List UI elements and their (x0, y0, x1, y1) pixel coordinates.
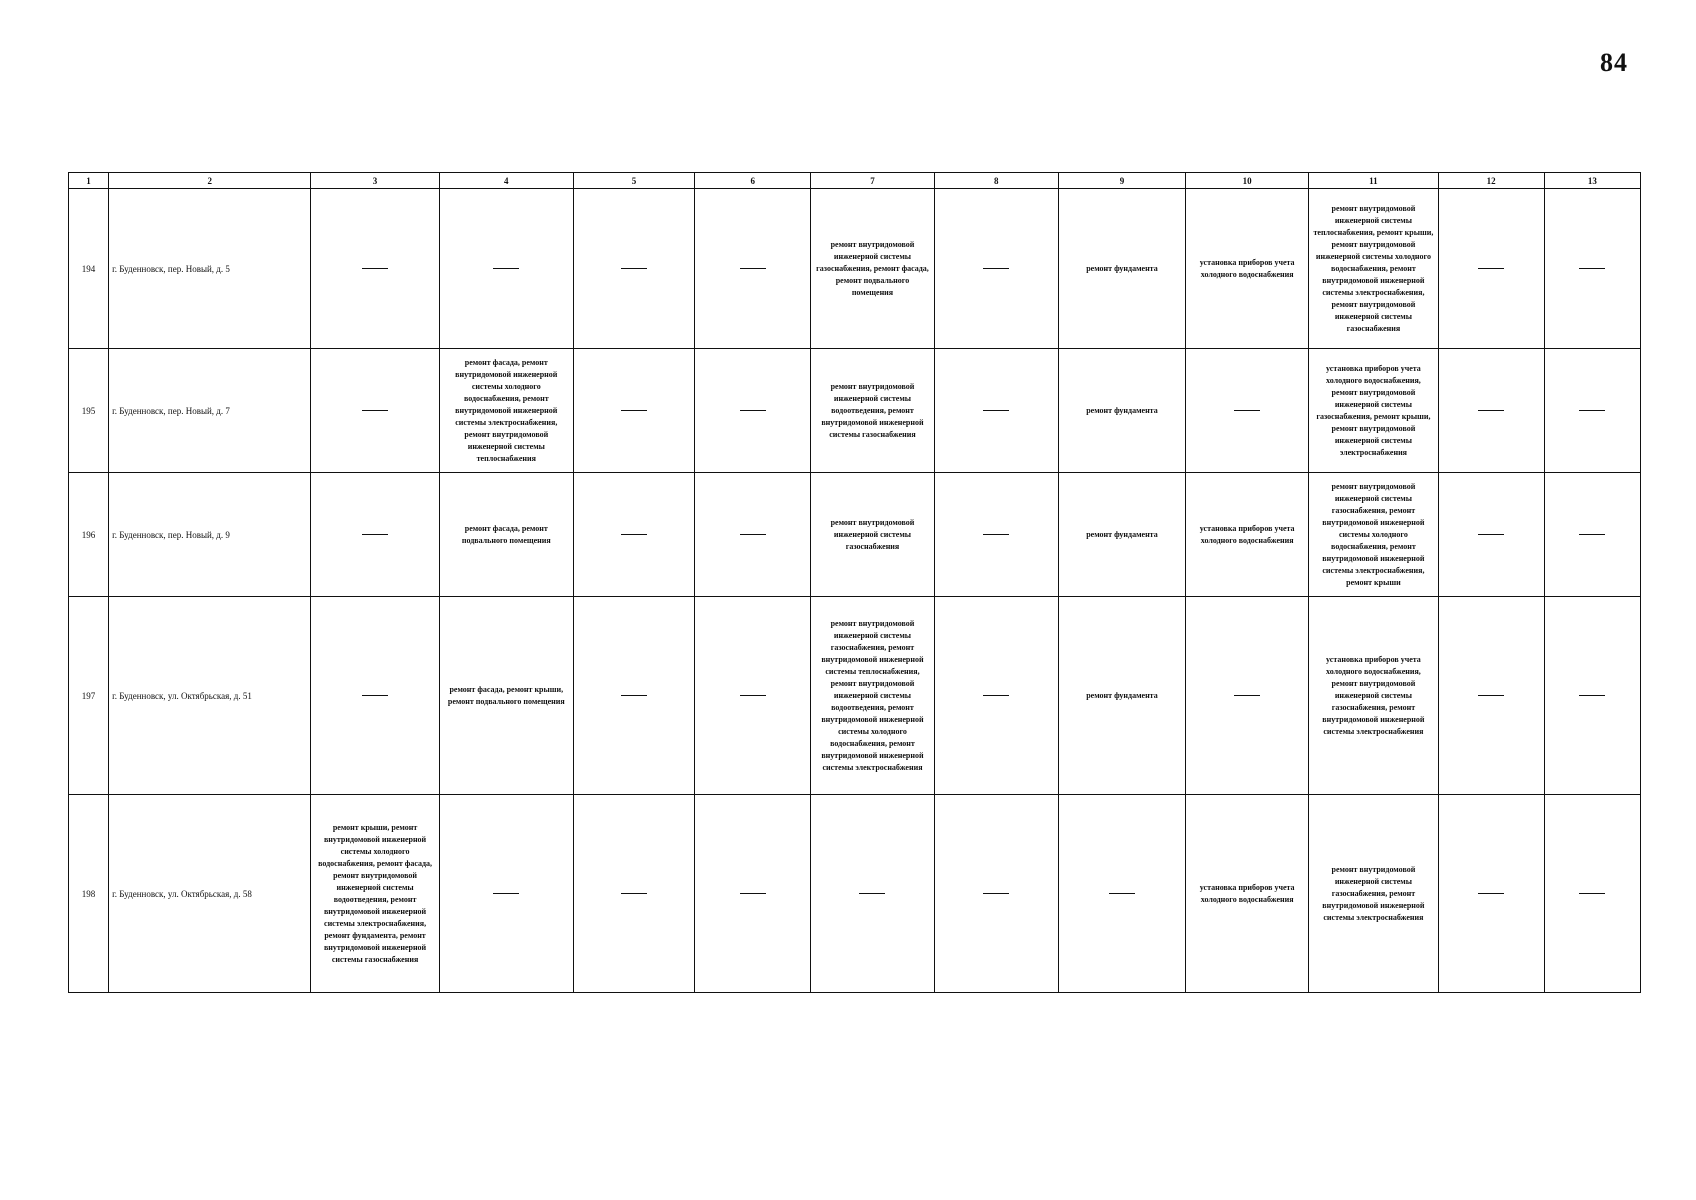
empty-dash-cell (1438, 795, 1544, 993)
repair-schedule-table (68, 172, 1641, 993)
empty-dash-cell (811, 795, 934, 993)
dash-mark (621, 410, 647, 411)
work-description-cell: ремонт внутридомовой инженерной системы газоснабжения, ремонт внутридомовой инженерной системы холодного водоснабжения, ремонт внутридомовой инженерной системы электроснабжения, ремонт крыши (1309, 473, 1438, 597)
column-number-header: 8 (934, 173, 1058, 189)
column-number-header: 13 (1544, 173, 1640, 189)
dash-mark (1478, 695, 1504, 696)
work-description-cell: ремонт фундамента (1058, 189, 1185, 349)
empty-dash-cell (695, 349, 811, 473)
empty-dash-cell (695, 189, 811, 349)
work-description-cell: установка приборов учета холодного водоснабжения (1186, 189, 1309, 349)
empty-dash-cell (1544, 597, 1640, 795)
dash-mark (1478, 893, 1504, 894)
dash-mark (983, 410, 1009, 411)
column-number-header: 2 (109, 173, 311, 189)
empty-dash-cell (934, 473, 1058, 597)
column-number-header: 3 (311, 173, 439, 189)
row-number-cell: 195 (69, 349, 109, 473)
work-description-cell: установка приборов учета холодного водоснабжения (1186, 795, 1309, 993)
empty-dash-cell (1438, 597, 1544, 795)
column-number-header: 7 (811, 173, 934, 189)
dash-mark (1234, 695, 1260, 696)
empty-dash-cell (1058, 795, 1185, 993)
empty-dash-cell (573, 189, 694, 349)
work-description-cell: ремонт фасада, ремонт подвального помещения (439, 473, 573, 597)
dash-mark (740, 695, 766, 696)
empty-dash-cell (1544, 473, 1640, 597)
empty-dash-cell (1438, 473, 1544, 597)
work-description-cell: ремонт фасада, ремонт крыши, ремонт подвального помещения (439, 597, 573, 795)
empty-dash-cell (573, 349, 694, 473)
column-number-header: 11 (1309, 173, 1438, 189)
empty-dash-cell (573, 795, 694, 993)
dash-mark (1579, 268, 1605, 269)
dash-mark (740, 534, 766, 535)
table-row (69, 189, 1641, 349)
empty-dash-cell (695, 473, 811, 597)
dash-mark (740, 410, 766, 411)
dash-mark (1579, 534, 1605, 535)
row-number-cell: 198 (69, 795, 109, 993)
work-description-cell: ремонт внутридомовой инженерной системы газоснабжения (811, 473, 934, 597)
row-number-cell: 196 (69, 473, 109, 597)
empty-dash-cell (934, 597, 1058, 795)
empty-dash-cell (1186, 597, 1309, 795)
dash-mark (1478, 534, 1504, 535)
empty-dash-cell (311, 597, 439, 795)
empty-dash-cell (1438, 189, 1544, 349)
empty-dash-cell (573, 473, 694, 597)
work-description-cell: установка приборов учета холодного водоснабжения (1186, 473, 1309, 597)
empty-dash-cell (934, 795, 1058, 993)
address-cell: г. Буденновск, пер. Новый, д. 9 (109, 473, 311, 597)
empty-dash-cell (695, 795, 811, 993)
work-description-cell: ремонт внутридомовой инженерной системы газоснабжения, ремонт фасада, ремонт подвального помещения (811, 189, 934, 349)
table-body (69, 189, 1641, 993)
work-description-cell: ремонт фундамента (1058, 349, 1185, 473)
table-row (69, 349, 1641, 473)
empty-dash-cell (311, 473, 439, 597)
dash-mark (1478, 268, 1504, 269)
dash-mark (621, 893, 647, 894)
empty-dash-cell (1438, 349, 1544, 473)
dash-mark (740, 893, 766, 894)
dash-mark (362, 268, 388, 269)
empty-dash-cell (573, 597, 694, 795)
empty-dash-cell (934, 349, 1058, 473)
column-number-header: 5 (573, 173, 694, 189)
empty-dash-cell (311, 189, 439, 349)
empty-dash-cell (439, 189, 573, 349)
work-description-cell: ремонт фундамента (1058, 473, 1185, 597)
dash-mark (983, 534, 1009, 535)
dash-mark (983, 893, 1009, 894)
work-description-cell: ремонт крыши, ремонт внутридомовой инженерной системы холодного водоснабжения, ремонт фасада, ремонт внутридомовой инженерной системы водоотведения, ремонт внутридомовой инженерной системы электроснабжения, ремонт фундамента, ремонт внутридомовой инженерной системы газоснабжения (311, 795, 439, 993)
row-number-cell: 197 (69, 597, 109, 795)
work-description-cell: ремонт внутридомовой инженерной системы газоснабжения, ремонт внутридомовой инженерной системы электроснабжения (1309, 795, 1438, 993)
empty-dash-cell (439, 795, 573, 993)
empty-dash-cell (1544, 189, 1640, 349)
empty-dash-cell (1544, 795, 1640, 993)
empty-dash-cell (695, 597, 811, 795)
address-cell: г. Буденновск, ул. Октябрьская, д. 51 (109, 597, 311, 795)
empty-dash-cell (1186, 349, 1309, 473)
table-row (69, 795, 1641, 993)
empty-dash-cell (934, 189, 1058, 349)
empty-dash-cell (1544, 349, 1640, 473)
dash-mark (493, 268, 519, 269)
work-description-cell: ремонт фундамента (1058, 597, 1185, 795)
dash-mark (1234, 410, 1260, 411)
dash-mark (983, 268, 1009, 269)
work-description-cell: установка приборов учета холодного водоснабжения, ремонт внутридомовой инженерной системы газоснабжения, ремонт крыши, ремонт внутридомовой инженерной системы электроснабжения (1309, 349, 1438, 473)
column-number-header: 12 (1438, 173, 1544, 189)
dash-mark (493, 893, 519, 894)
column-number-header: 9 (1058, 173, 1185, 189)
empty-dash-cell (311, 349, 439, 473)
work-description-cell: ремонт фасада, ремонт внутридомовой инженерной системы холодного водоснабжения, ремонт внутридомовой инженерной системы электроснабжения, ремонт внутридомовой инженерной системы теплоснабжения (439, 349, 573, 473)
column-number-row (69, 173, 1641, 189)
work-description-cell: установка приборов учета холодного водоснабжения, ремонт внутридомовой инженерной системы газоснабжения, ремонт внутридомовой инженерной системы электроснабжения (1309, 597, 1438, 795)
row-number-cell: 194 (69, 189, 109, 349)
column-number-header: 6 (695, 173, 811, 189)
dash-mark (621, 534, 647, 535)
table-row (69, 473, 1641, 597)
dash-mark (362, 410, 388, 411)
address-cell: г. Буденновск, пер. Новый, д. 5 (109, 189, 311, 349)
dash-mark (859, 893, 885, 894)
work-description-cell: ремонт внутридомовой инженерной системы теплоснабжения, ремонт крыши, ремонт внутридомовой инженерной системы холодного водоснабжения, ремонт внутридомовой инженерной системы электроснабжения, ремонт внутридомовой инженерной системы газоснабжения (1309, 189, 1438, 349)
page-number: 84 (1600, 48, 1628, 77)
address-cell: г. Буденновск, пер. Новый, д. 7 (109, 349, 311, 473)
work-description-cell: ремонт внутридомовой инженерной системы водоотведения, ремонт внутридомовой инженерной системы газоснабжения (811, 349, 934, 473)
column-number-header: 4 (439, 173, 573, 189)
dash-mark (1109, 893, 1135, 894)
dash-mark (1478, 410, 1504, 411)
dash-mark (362, 695, 388, 696)
work-description-cell: ремонт внутридомовой инженерной системы газоснабжения, ремонт внутридомовой инженерной системы теплоснабжения, ремонт внутридомовой инженерной системы водоотведения, ремонт внутридомовой инженерной системы холодного водоснабжения, ремонт внутридомовой инженерной системы электроснабжения (811, 597, 934, 795)
dash-mark (983, 695, 1009, 696)
column-number-header: 10 (1186, 173, 1309, 189)
table-row (69, 597, 1641, 795)
dash-mark (740, 268, 766, 269)
address-cell: г. Буденновск, ул. Октябрьская, д. 58 (109, 795, 311, 993)
dash-mark (1579, 893, 1605, 894)
column-number-header: 1 (69, 173, 109, 189)
dash-mark (621, 695, 647, 696)
dash-mark (1579, 695, 1605, 696)
dash-mark (1579, 410, 1605, 411)
dash-mark (621, 268, 647, 269)
dash-mark (362, 534, 388, 535)
